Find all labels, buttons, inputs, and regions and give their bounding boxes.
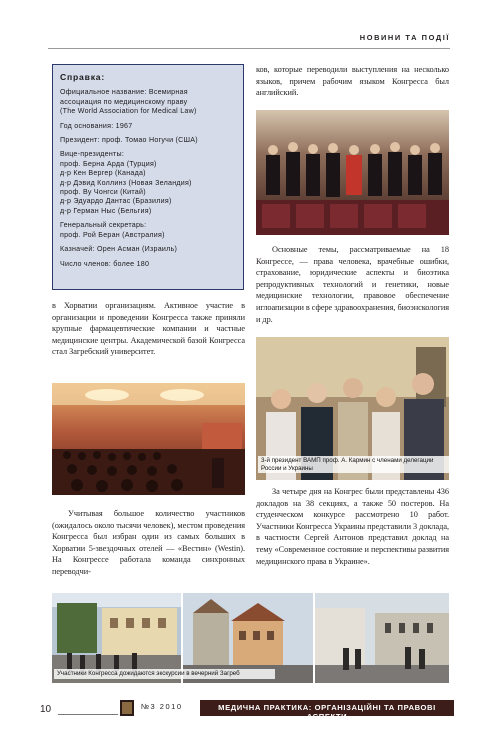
secretary — [60, 221, 236, 240]
section-title: НОВИНИ ТА ПОДІЇ — [359, 33, 450, 42]
paragraph: ков, которые переводили выступления на несколько языков, причем рабочим языком Конгресса был английский. — [256, 65, 449, 98]
member-count: Число членов: более 180 — [60, 259, 150, 268]
secretary-heading: Генеральный секретарь: — [60, 221, 147, 230]
president: Президент: проф. Томао Ногучи (США) — [60, 136, 198, 145]
info-box — [52, 64, 244, 290]
page-header — [48, 18, 450, 49]
paragraph: в Хорватии организациям. Активное участие в организации и проведении Конгресса также приняли крупные фармацевтические компании и частные медицинские центры. Академической базой Конгресса стал Загребский университет. — [52, 301, 245, 357]
vice-president-item: д-р Кен Вергер (Канада) — [60, 169, 146, 178]
official-name — [60, 88, 236, 116]
paragraph: Учитывая большое количество участников (ожидалось около тысячи человек), местом проведения Конгресса был избран один из самых больших в Хорватии 5-звездочных отелей — «Вестин» (Westin). На Конгрессе работала команда синхронных переводчи- — [52, 509, 245, 576]
vice-president-item: проф. Ву Чонгси (Китай) — [60, 188, 146, 197]
street-image-3 — [315, 593, 449, 683]
right-column-text-3 — [256, 486, 449, 567]
photo-audience — [256, 110, 449, 235]
right-column-text-1 — [256, 64, 449, 99]
page-number: 10 — [40, 704, 52, 715]
vice-president-item: д-р Эдуардо Дантас (Бразилия) — [60, 197, 172, 206]
vice-presidents-heading: Вице-президенты: — [60, 150, 125, 159]
issue-number: №3 2010 — [141, 702, 183, 711]
official-name-line: Официальное название: Всемирная — [60, 88, 188, 97]
info-box-title: Справка: — [60, 72, 106, 82]
journal-title: МЕДИЧНА ПРАКТИКА: ОРГАНІЗАЦІЙНІ ТА ПРАВОВІ АСПЕКТИ — [218, 703, 436, 721]
photo-caption: 3-й президент ВАМП проф. А. Кармин с членами делегации России и Украины — [258, 456, 449, 473]
vice-president-item: д-р Дэвид Коллинз (Новая Зеландия) — [60, 178, 192, 187]
left-column-text-2 — [52, 508, 245, 578]
paragraph: За четыре дня на Конгрес были представлены 436 докладов на 38 секциях, а также 50 постеров. На студенческом конкурсе рассмотрено 10 работ. Участники Конгресса Украины представили 3 доклада, в частности Сергей Антонов представил доклад на тему «Современное состояние и перспективы развития медицинского права в Украине». — [256, 487, 449, 566]
vice-presidents — [60, 150, 236, 216]
journal-logo-icon — [120, 700, 134, 716]
bottom-photo-caption: Участники Конгресса дожидаются экскурсии в вечерний Загреб — [54, 669, 275, 679]
official-name-line: ассоциация по медицинскому праву — [60, 97, 188, 106]
right-column-text-2 — [256, 244, 449, 325]
founded-year: Год основания: 1967 — [60, 121, 133, 130]
audience-image — [256, 110, 449, 235]
conference-hall-image — [52, 383, 245, 495]
photo-delegation-group — [256, 337, 449, 480]
official-name-line: (The World Association for Medical Law) — [60, 107, 197, 116]
photo-street-3 — [315, 593, 449, 683]
secretary-name: проф. Рой Беран (Австралия) — [60, 230, 165, 239]
paragraph: Основные темы, рассматриваемые на 18 Конгрессе, — права человека, врачебные ошибки, страхование, юридические аспекты и биоэтика репродуктивных технологий и генетики, новые медицинские технологии, правовое обеспечение иглоапизации в сфере здравоохранения, биоэнскология и др. — [256, 245, 449, 324]
left-column-text-1 — [52, 300, 245, 358]
footer-journal-bar — [200, 700, 454, 721]
photo-conference-hall — [52, 383, 245, 495]
treasurer: Казначей: Орен Асман (Израиль) — [60, 245, 178, 254]
vice-president-item: проф. Берна Арда (Турция) — [60, 159, 157, 168]
journal-logo-mark — [122, 702, 132, 714]
footer-divider — [58, 714, 118, 715]
vice-president-item: д-р Герман Ныс (Бельгия) — [60, 206, 152, 215]
